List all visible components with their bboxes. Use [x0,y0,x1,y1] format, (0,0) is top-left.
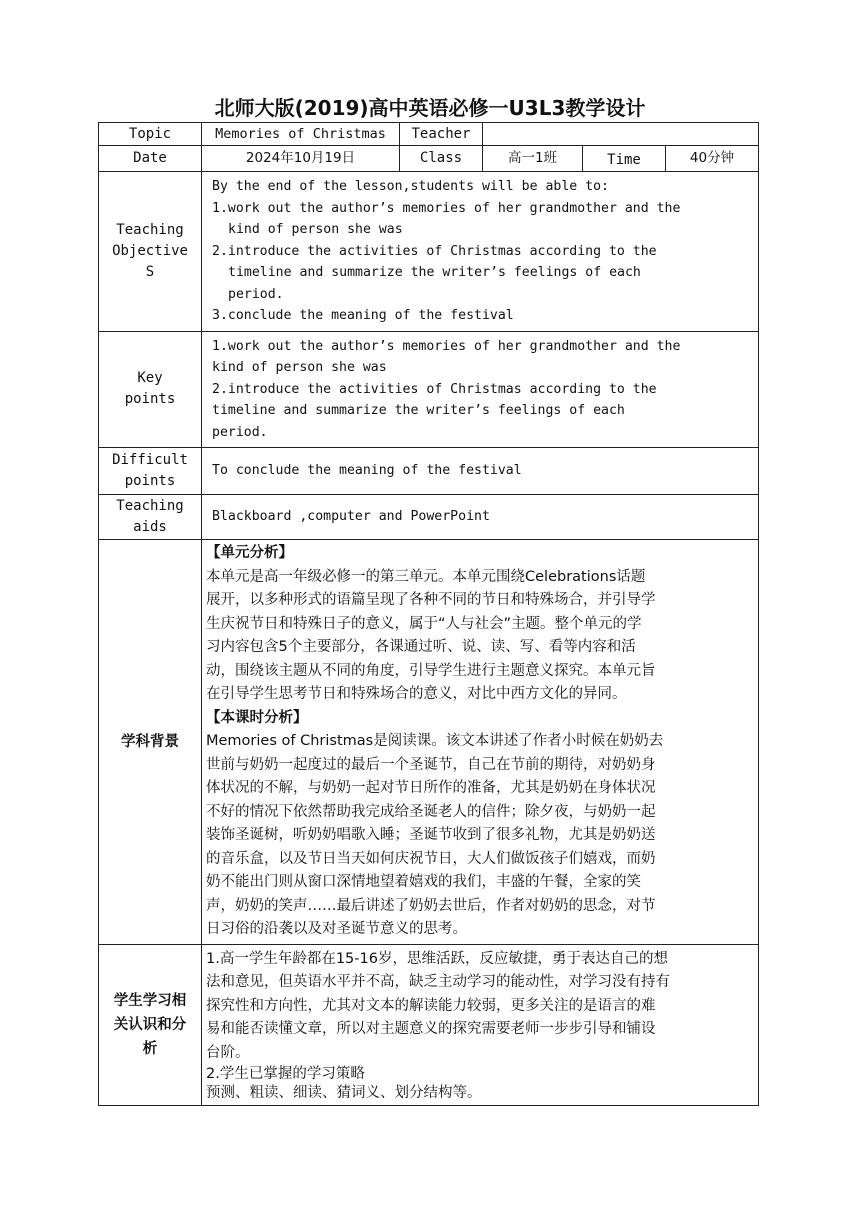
key-point-line1: 1.work out the author’s memories of her grandmother and the [212,338,681,354]
lesson-analysis-line: 声，奶奶的笑声……最后讲述了奶奶去世后，作者对奶奶的思念，对节 [206,897,656,914]
difficult-points-label-line2: points [124,473,176,489]
teaching-aids-label-line1: Teaching [116,498,184,514]
key-point-line4: timeline and summarize the writer’s feelings of each [212,403,625,418]
key-points-row [99,331,759,448]
unit-analysis-line: 习内容包含5个主要部分，各课通过听、说、读、写、看等内容和活 [206,639,636,655]
unit-analysis-line: 动，围绕该主题从不同的角度，引导学生进行主题意义探究。本单元旨 [206,662,656,679]
student-content [202,944,759,1106]
date-row [99,146,759,172]
date-label: Date [99,146,202,172]
student-label-line1: 学生学习相 [113,992,187,1009]
student-analysis-line: 台阶。 [206,1044,250,1061]
key-point-line3: 2.introduce the activities of Christmas according to the [212,381,657,397]
key-point-line2: kind of person she was [212,360,387,375]
objectives-label [99,172,202,332]
objective-item-3: 3.conclude the meaning of the festival [212,308,514,323]
lesson-analysis-line: 体状况的不解，与奶奶一起对节日所作的准备，尤其是奶奶在身体状况 [206,780,656,796]
student-label-line2: 关认识和分 [113,1016,187,1033]
lesson-analysis-line: 世前与奶奶一起度过的最后一个圣诞节，自己在节前的期待，对奶奶身 [206,756,656,773]
student-analysis-p1 [206,948,754,1066]
unit-analysis-line: 展开，以多种形式的语篇呈现了各种不同的节日和特殊场合，并引导学 [206,592,656,608]
student-analysis-line: 易和能否读懂文章，所以对主题意义的探究需要老师一步步引导和铺设 [206,1021,656,1037]
lesson-analysis-line: 奶不能出门则从窗口深情地望着嬉戏的我们，丰盛的午餐，全家的笑 [206,874,641,890]
student-row [99,944,759,1106]
teacher-label: Teacher [400,123,483,146]
difficult-points-label-line1: Difficult [112,452,188,468]
objectives-content [202,172,759,332]
student-analysis-line: 探究性和方向性，尤其对文本的解读能力较弱，更多关注的是语言的难 [206,997,656,1014]
student-analysis-p2b: 预测、粗读、细读、猜词义、划分结构等。 [206,1085,482,1101]
key-points-label-line2: points [124,391,176,408]
background-content [202,540,759,945]
topic-row [99,123,759,146]
document-title: 北师大版(2019)高中英语必修一U3L3教学设计 [214,96,646,120]
time-label: Time [583,146,666,172]
teaching-aids-row [99,495,759,540]
unit-analysis-line: 本单元是高一年级必修一的第三单元。本单元围绕Celebrations话题 [206,568,646,585]
student-label [99,944,202,1106]
key-points-label [99,331,202,448]
student-label-line3: 析 [142,1040,158,1057]
student-analysis-p2a: 2.学生已掌握的学习策略 [206,1066,365,1082]
teaching-aids-value: Blackboard ,computer and PowerPoint [202,495,759,540]
objective-item-1b: kind of person she was [228,222,403,237]
class-label: Class [400,146,483,172]
unit-analysis-line: 在引导学生思考节日和特殊场合的意义，对比中西方文化的异同。 [206,686,627,702]
lesson-plan-table [98,122,759,1106]
unit-analysis-line: 生庆祝节日和特殊日子的意义，属于“人与社会”主题。整个单元的学 [206,615,642,632]
objective-item-1a: 1.work out the author’s memories of her grandmother and the [212,200,681,216]
objectives-label-line1: Teaching [116,221,184,238]
objective-item-2b: timeline and summarize the writer’s feelings of each [228,265,641,280]
student-analysis-line: 法和意见，但英语水平并不高，缺乏主动学习的能动性，对学习没有持有 [206,974,670,990]
background-label: 学科背景 [99,540,202,945]
time-value: 40分钟 [666,146,759,172]
difficult-points-row [99,448,759,495]
teaching-aids-label-line2: aids [133,519,167,535]
key-points-content [202,331,759,448]
lesson-analysis-heading: 【本课时分析】 [206,709,308,726]
date-value: 2024年10月19日 [202,146,400,172]
objectives-label-line3: S [145,263,155,280]
difficult-points-label [99,448,202,495]
student-analysis-line: 1.高一学生年龄都在15-16岁，思维活跃，反应敏捷，勇于表达自己的想 [206,950,668,967]
objective-item-2a: 2.introduce the activities of Christmas according to the [212,243,657,259]
lesson-analysis-line: 的音乐盒，以及节日当天如何庆祝节日，大人们做饭孩子们嬉戏，而奶 [206,850,656,867]
key-point-line5: period. [212,424,268,440]
objectives-intro: By the end of the lesson,students will be able to: [212,179,609,194]
teacher-value [483,123,759,146]
background-row [99,540,759,945]
class-value: 高一1班 [483,146,583,172]
lesson-analysis-line: 不好的情况下依然帮助我完成给圣诞老人的信件；除夕夜，与奶奶一起 [206,803,656,820]
objectives-label-line2: Objective [112,242,188,259]
teaching-aids-label [99,495,202,540]
lesson-analysis-line: Memories of Christmas是阅读课。该文本讲述了作者小时候在奶奶去 [206,733,664,749]
topic-label: Topic [99,123,202,146]
key-points-label-line1: Key [137,370,163,387]
lesson-analysis-line: 装饰圣诞树，听奶奶唱歌入睡；圣诞节收到了很多礼物，尤其是奶奶送 [206,827,656,843]
objective-item-2c: period. [228,286,284,302]
objectives-row [99,172,759,332]
topic-value: Memories of Christmas [202,123,400,146]
lesson-analysis-line: 日习俗的沿袭以及对圣诞节意义的思考。 [206,921,467,937]
lesson-analysis-text [206,730,754,942]
difficult-points-value: To conclude the meaning of the festival [202,448,759,495]
unit-analysis-heading: 【单元分析】 [206,545,293,561]
unit-analysis-text [206,566,754,707]
